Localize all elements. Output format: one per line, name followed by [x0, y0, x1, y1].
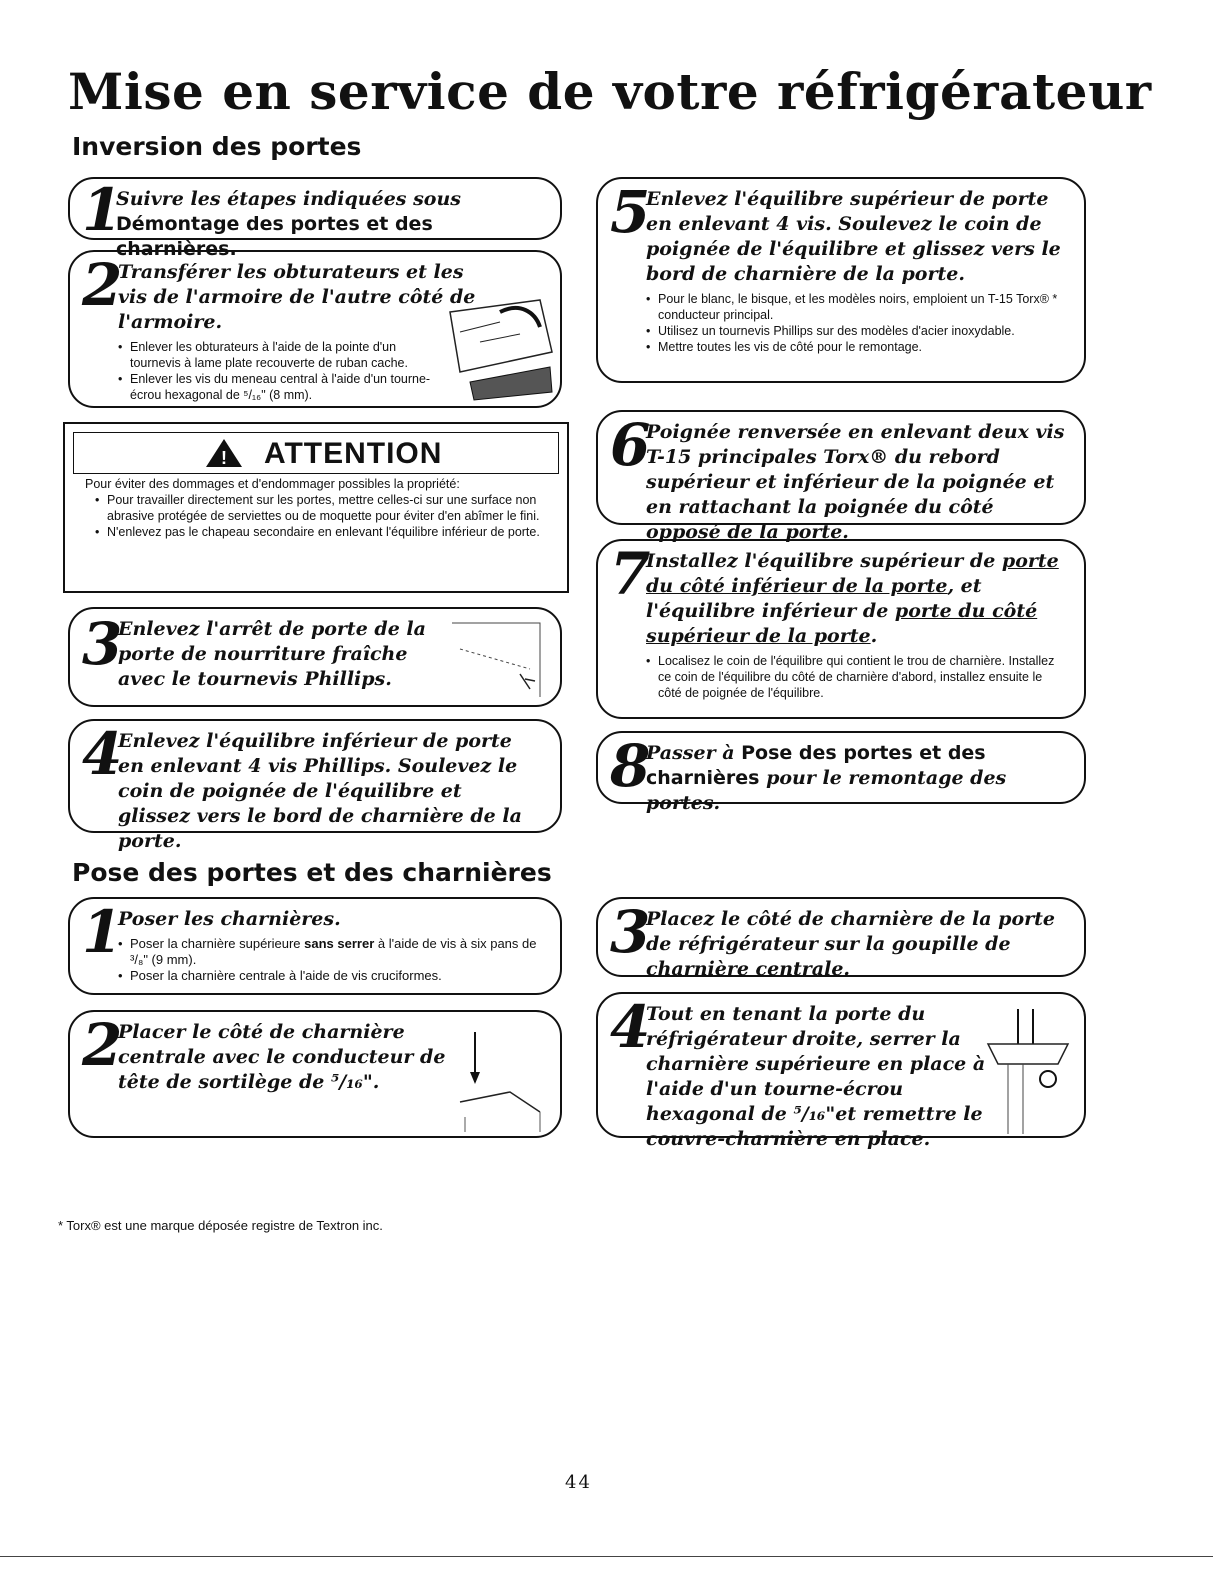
step-7-ref-a: porte du côté inférieur de la porte — [646, 550, 1059, 597]
step-4-box — [68, 719, 562, 852]
attention-header — [73, 432, 559, 474]
step-5-bullets — [634, 291, 1078, 355]
step-7-ref-b: porte du côté supérieur de la porte — [646, 600, 1038, 647]
page-number: 44 — [565, 1472, 592, 1493]
footnote: * Torx® est une marque déposée registre de Textron inc. — [58, 1218, 383, 1233]
hinge-illustration — [450, 1032, 550, 1132]
step-5-text: Enlevez l'équilibre supérieur de porte en enlevant 4 vis. Soulevez le coin de poignée de l'équilibre et glissez vers le bord de charnière de la porte. — [646, 188, 1061, 285]
door-illustration — [440, 292, 560, 402]
step-number: 1 — [82, 176, 123, 244]
step-7-bullets — [634, 653, 1068, 701]
pose-step-2-text: Placer le côté de charnière centrale avec le conducteur de tête de sortilège de ⁵/₁₆". — [118, 1021, 446, 1093]
step-3-box — [68, 607, 562, 707]
step-number: 4 — [610, 993, 651, 1061]
step-8-text-c: pour le remontage des portes. — [646, 767, 1007, 814]
bullet: • Utilisez un tournevis Phillips sur des modèles d'acier inoxydable. — [648, 323, 1078, 339]
step-7-text-c: . — [870, 625, 878, 647]
bullet: • Poser la charnière centrale à l'aide de vis cruciformes. — [120, 968, 540, 984]
step-7-box — [596, 539, 1086, 719]
warning-icon — [204, 437, 244, 469]
step-number: 6 — [610, 411, 651, 479]
pose-step-2-box — [68, 1010, 562, 1138]
pose-step-3-text: Placez le côté de charnière de la porte de réfrigérateur sur la goupille de charnière centrale. — [646, 908, 1056, 980]
pose-step-1-bullets — [106, 936, 540, 984]
attention-title: ATTENTION — [264, 437, 443, 470]
step-number: 8 — [610, 732, 651, 800]
bottom-rule — [0, 1556, 1213, 1557]
step-8-box — [596, 731, 1086, 814]
bullet: • Enlever les obturateurs à l'aide de la pointe d'un tournevis à lame plate recouverte de ruban cache. — [120, 339, 450, 371]
step-8-text-a: Passer à — [646, 742, 742, 764]
bullet: • Mettre toutes les vis de côté pour le remontage. — [648, 339, 1078, 355]
section-heading-pose: Pose des portes et des charnières — [72, 858, 552, 887]
step-7-text-a: Installez l'équilibre supérieur de — [646, 550, 1002, 572]
attention-intro: Pour éviter des dommages et d'endommager possibles la propriété: — [85, 477, 460, 491]
step-number: 3 — [82, 610, 123, 678]
bullet: • Enlever les vis du meneau central à l'aide d'un tourne-écrou hexagonal de ⁵/₁₆" (8 mm). — [120, 371, 450, 403]
attention-bullets — [85, 492, 555, 540]
step-5-box — [596, 177, 1086, 383]
door-stop-illustration — [450, 619, 550, 699]
bullet: • Localisez le coin de l'équilibre qui contient le trou de charnière. Installez ce coin de l'équilibre du côté de charnière d'abord, installez ensuite le côté de poignée de l'équilibre. — [648, 653, 1068, 701]
step-4-text: Enlevez l'équilibre inférieur de porte en enlevant 4 vis Phillips. Soulevez le coin de poignée de l'équilibre et glissez vers le bord de charnière de la porte. — [118, 730, 522, 852]
step-number: 5 — [610, 178, 651, 246]
step-number: 2 — [82, 1011, 123, 1079]
step-2-text: Transférer les obturateurs et les vis de l'armoire de l'autre côté de l'armoire. — [118, 261, 476, 333]
step-6-box — [596, 410, 1086, 543]
step-3-text: Enlevez l'arrêt de porte de la porte de nourriture fraîche avec le tournevis Phillips. — [118, 618, 426, 690]
top-hinge-illustration — [978, 1004, 1078, 1134]
attention-notice — [63, 422, 569, 593]
bullet: • Pour travailler directement sur les portes, mettre celles-ci sur une surface non abrasive protégée de serviettes ou de moquette pour éviter d'en abîmer le fini. — [97, 492, 555, 524]
pose-step-4-box — [596, 992, 1086, 1150]
bullet: • N'enlevez pas le chapeau secondaire en enlevant l'équilibre inférieur de porte. — [97, 524, 555, 540]
bullet: • Poser la charnière supérieure sans serrer à l'aide de vis à six pans de ³/₈" (9 mm). — [120, 936, 540, 968]
step-number: 3 — [610, 898, 651, 966]
page-title: Mise en service de votre réfrigérateur — [68, 62, 1152, 121]
step-number: 7 — [610, 540, 651, 608]
pose-step-1-text: Poser les charnières. — [118, 908, 341, 930]
step-number: 2 — [82, 251, 123, 319]
svg-text:!: ! — [221, 448, 227, 468]
bullet: • Pour le blanc, le bisque, et les modèles noirs, emploient un T-15 Torx® * conducteur principal. — [648, 291, 1078, 323]
step-2-bullets — [106, 339, 450, 403]
step-1-box — [68, 176, 562, 260]
step-7-text-b: , et l'équilibre inférieur de — [646, 575, 982, 622]
step-2-box — [68, 250, 562, 408]
step-number: 1 — [82, 898, 123, 966]
step-1-text: Suivre les étapes indiquées sous — [116, 188, 461, 210]
pose-step-3-box — [596, 897, 1086, 980]
step-1-link: Démontage des portes et des charnières. — [116, 213, 433, 260]
step-6-text: Poignée renversée en enlevant deux vis T-15 principales Torx® du rebord supérieur et inférieur de la poignée et en rattachant la poignée du côté opposé de la porte. — [646, 421, 1065, 543]
step-number: 4 — [82, 720, 123, 788]
section-heading-inversion: Inversion des portes — [72, 132, 362, 161]
pose-step-4-text: Tout en tenant la porte du réfrigérateur droite, serrer la charnière supérieure en place à l'aide d'un tourne-écrou hexagonal de ⁵/₁₆"et remettre le couvre-charnière en place. — [646, 1003, 986, 1150]
pose-step-1-box — [68, 897, 562, 995]
step-8-ref: Pose des portes et des charnières — [646, 742, 986, 789]
